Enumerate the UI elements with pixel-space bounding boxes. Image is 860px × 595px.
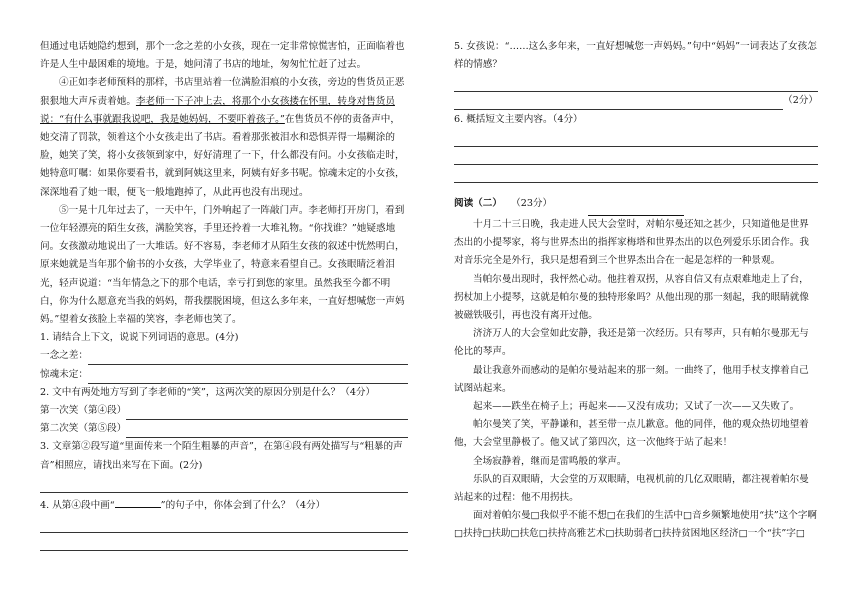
q1-row-b	[40, 366, 408, 384]
passage-paragraph-3: 济济万人的大会堂如此安静，我还是第一次经历。只有琴声，只有帕尔曼那无与伦比的琴声。	[454, 328, 809, 358]
q5-score: （2分）	[783, 95, 818, 107]
q2-answer-line-a[interactable]	[126, 402, 408, 420]
q6-answer-line-3[interactable]	[454, 165, 818, 183]
passage-paragraph-4: 最让我意外而感动的是帕尔曼站起来的那一刻。一曲终了，他用手杖支撑着自己试图站起来。	[454, 364, 809, 394]
question-4-part-b: ”的句子中，你体会到了什么？（4分）	[160, 499, 326, 511]
right-column	[454, 38, 818, 544]
paragraph-3-end: 但通过电话她隐约想到，那个一念之差的小女孩，现在一定非常惊慌害怕，正面临着也许是人生中最困难的境地。于是，她问清了书店的地址，匆匆忙忙赶了过去。	[40, 41, 405, 71]
question-1: 1. 请结合上下文，说说下列词语的意思。(4分)	[40, 332, 239, 344]
q1-term-b: 惊魂未定：	[40, 368, 88, 380]
paragraph-5: ⑤一晃十几年过去了，一天中午，门外响起了一阵敲门声。李老师打开房门，看到一位年轻漂亮的陌生女孩，满脸笑容，手里还拎着一大堆礼物。“你找谁？”她疑惑地问。女孩激动地说出了一大堆话。好不容易，李老师才从陌生女孩的叙述中恍然明白，原来她就是当年那个偷书的小女孩，大学毕业了，特意来看望自己。女孩眼睛泛着泪光，轻声说道：“当年情急之下的那个电话，幸亏打到您的家里。虽然我至今都不明白，你为什么愿意充当我的妈妈，帮我摆脱困境，但这么多年来，一直好想喊您一声妈妈。”望着女孩脸上幸福的笑容，李老师也笑了。	[40, 204, 405, 326]
q2-row-a	[40, 402, 408, 420]
q2-answer-line-b[interactable]	[126, 420, 408, 438]
left-column	[40, 38, 408, 551]
q4-answer-line-2[interactable]	[40, 533, 408, 551]
paragraph-4	[40, 74, 408, 201]
q1-answer-line-a[interactable]	[88, 347, 408, 365]
passage-paragraph-8: 乐队的百双眼睛，大会堂的万双眼睛，电视机前的几亿双眼睛，都注视着帕尔曼站起来的过程：他不用拐扶。	[454, 473, 809, 504]
passage-paragraph-5: 起来——跌坐在椅子上；再起来——又没有成功；又试了一次——又失败了。	[473, 401, 800, 413]
reading-2-title: 阅读（二）	[454, 197, 502, 209]
q1-term-a: 一念之差：	[40, 350, 88, 362]
paragraph-4-underlined-sentence: 李老师一下子冲上去，将那个小女孩搂在怀里，转身对售货员说：“有什么事就跟我说吧，我是她妈妈，不要吓着孩子。”	[40, 95, 395, 125]
q4-answer-line-1[interactable]	[40, 515, 408, 533]
passage-paragraph-7: 全场寂静着，继而是雷鸣般的掌声。	[473, 455, 627, 467]
passage-paragraph-2: 当帕尔曼出现时，我怦然心动。他拄着双拐，从容自信又有点艰难地走上了台，拐杖加上小提琴，这就是帕尔曼的独特形象吗？从他出现的那一刻起，我的眼睛就像被磁铁吸引，再也没有离开过他。	[454, 273, 809, 322]
question-2: 2. 文中有两处地方写到了李老师的“笑”，这两次笑的原因分别是什么？（4分）	[40, 386, 376, 398]
q3-answer-line[interactable]	[40, 475, 408, 493]
paragraph-4-part-a: ④正如李老师预料的那样，书店里站着一位满脸泪痕的小女孩，旁边的售货员正恶狠狠地大声斥责着她。	[40, 77, 405, 107]
question-6: 6. 概括短文主要内容。（4分）	[454, 113, 583, 125]
q4-inline-blank	[115, 507, 161, 508]
passage-paragraph-9: 面对着帕尔曼□我似乎不能不想□在我们的生活中□音乡频繁地使用“扶”这个字啊□扶持□扶助□扶危□扶持高雅艺术□扶助弱者□扶持贫困地区经济□一个“扶”字□	[454, 510, 818, 540]
q2-label-a: 第一次笑（第④段）	[40, 405, 127, 417]
reading-2-score: （23分）	[511, 197, 553, 209]
question-3: 3. 文章第②段写道“里面传来一个陌生粗暴的声音”，在第④段有两处描写与“粗暴的声音”相照应，请找出来写在下面。(2分)	[40, 441, 403, 471]
question-5: 5. 女孩说：“……这么多年来，一直好想喊您一声妈妈。”句中“妈妈”一词表达了女孩怎样的情感？	[454, 41, 817, 71]
passage-paragraph-1: 十月二十三日晚，我走进人民大会堂时，对帕尔曼还知之甚少，只知道他是世界杰出的小提琴家，将与世界杰出的指挥家梅塔和世界杰出的以色列爱乐乐团合作。我对音乐完全是外行，我只是想看到三个世界杰出合在一起是怎样的一种景观。	[454, 219, 809, 267]
q6-answer-line-2[interactable]	[454, 147, 818, 165]
q2-label-b: 第二次笑（第⑤段）	[40, 423, 127, 435]
paragraph-4-part-c: 在售货员不停的责备声中，她交清了罚款，领着这个小女孩走出了书店。看着那张被泪水和恐惧弄得一塌糊涂的脸，她笑了笑，将小女孩领到家中，好好清理了一下，什么都没有问。小女孩临走时，她特意叮嘱：如果你要看书，就到阿姨这里来，阿姨有好多书呢。惊魂未定的小女孩，深深地看了她一眼，便飞一般地跑掉了，从此再也没有出现过。	[40, 113, 405, 198]
question-4	[40, 497, 408, 515]
q5-answer-line-2[interactable]	[454, 92, 783, 110]
reading-2-heading	[454, 195, 818, 213]
q6-answer-line-1[interactable]	[454, 129, 818, 147]
q5-row-2	[454, 92, 818, 110]
q1-row-a	[40, 347, 408, 365]
q1-answer-line-b[interactable]	[88, 366, 408, 384]
q2-row-b	[40, 420, 408, 438]
passage-paragraph-6: 帕尔曼笑了笑，平静谦和，甚至带一点儿歉意。他的同伴，他的观众热切地望着他，大会堂里静极了。他又试了第四次，这一次他终于站了起来！	[454, 419, 809, 449]
q5-answer-line-1[interactable]	[454, 74, 818, 92]
question-4-part-a: 4. 从第④段中画“	[40, 499, 115, 511]
